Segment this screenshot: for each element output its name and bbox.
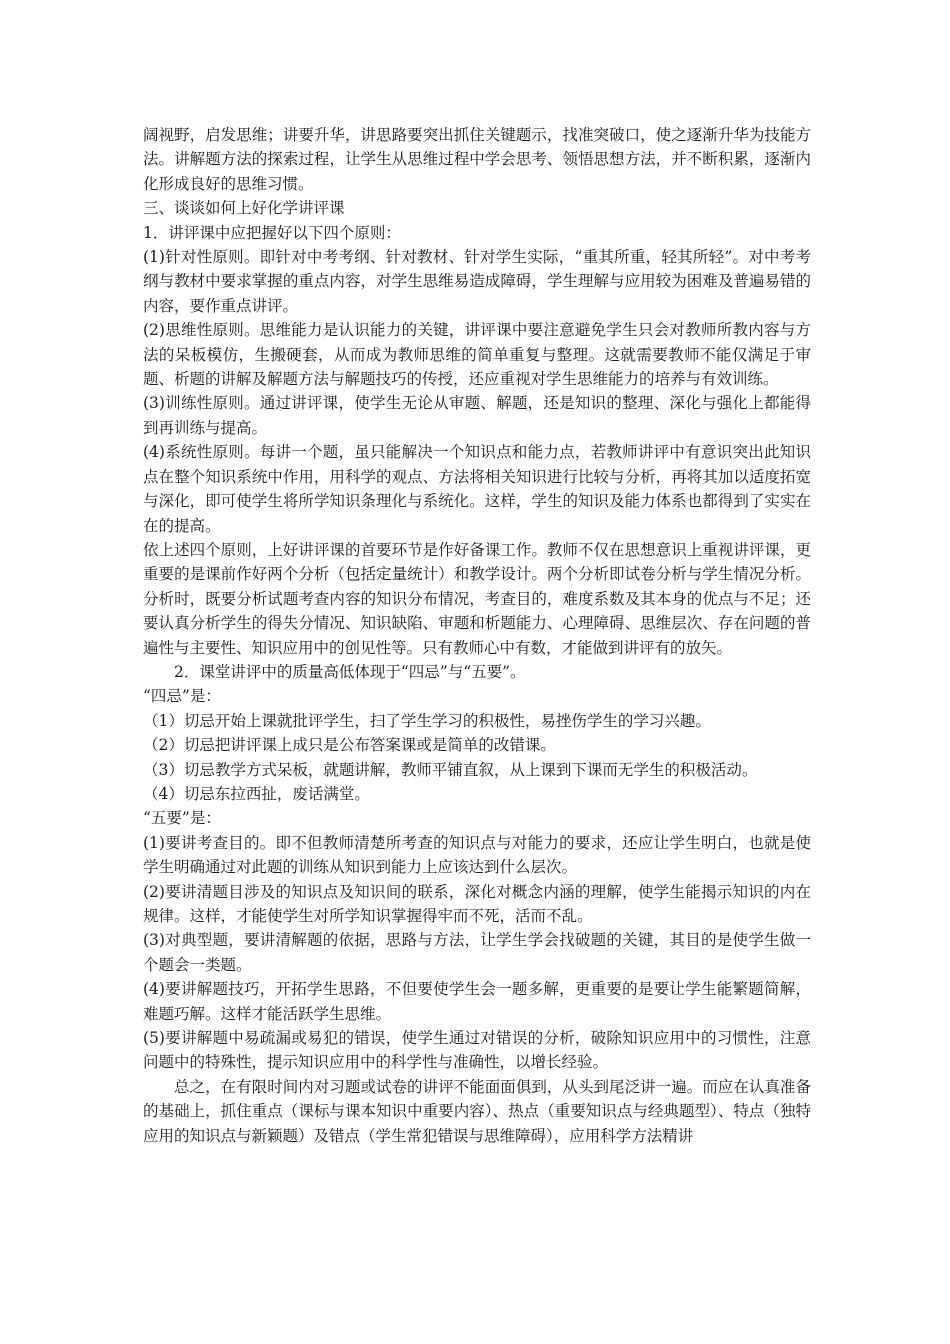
five-musts-heading: “五要”是： (143, 809, 221, 828)
must-4: (4)要讲解题技巧，开拓学生思路，不但要使学生会一题多解，更重要的是要让学生能繁题简解，难题巧解。这样才能活跃学生思维。 (143, 980, 811, 1023)
must-2: (2)要讲清题目涉及的知识点及知识间的联系，深化对概念内涵的理解，使学生能揭示知识的内在规律。这样，才能使学生对所学知识掌握得牢而不死，活而不乱。 (143, 882, 811, 925)
section-heading: 三、谈谈如何上好化学讲评课 (143, 199, 345, 218)
subheading-principles: 1．讲评课中应把握好以下四个原则： (143, 223, 401, 242)
must-1: (1)要讲考查目的。即不但教师清楚所考查的知识点与对能力的要求，还应让学生明白，也就是使学生明确通过对此题的训练从知识到能力上应该达到什么层次。 (143, 833, 811, 877)
paragraph-conclusion: 总之，在有限时间内对习题或试卷的讲评不能面面俱到，从头到尾泛讲一遍。而应在认真准备的基础上，抓住重点（课标与课本知识中重要内容）、热点（重要知识点与经典题型）、特点（独特应用的知识点与新颖题）及错点（学生常犯错误与思维障碍），应用科学方法精讲 (143, 1077, 811, 1145)
principle-4: (4)系统性原则。每讲一个题，虽只能解决一个知识点和能力点，若教师讲评中有意识突出此知识点在整个知识系统中作用，用科学的观点、方法将相关知识进行比较与分析，再将其加以适度拓宽与深化，即可使学生将所学知识条理化与系统化。这样，学生的知识及能力体系也都得到了实实在在的提高。 (143, 443, 811, 535)
document-body (143, 123, 811, 1148)
must-3: (3)对典型题，要讲清解题的依据，思路与方法，让学生学会找破题的关键，其目的是使学生做一个题会一类题。 (143, 931, 811, 974)
principle-2: (2)思维性原则。思维能力是认识能力的关键，讲评课中要注意避免学生只会对教师所教内容与方法的呆板模仿，生搬硬套，从而成为教师思维的简单重复与整理。这就需要教师不能仅满足于审题、析题的讲解及解题方法与解题技巧的传授，还应重视对学生思维能力的培养与有效训练。 (143, 321, 811, 389)
taboo-4: （4）切忌东拉西扯，废话满堂。 (143, 784, 370, 803)
subheading-quality: 2．课堂讲评中的质量高低体现于“四忌”与“五要”。 (174, 662, 526, 681)
taboo-1: （1）切忌开始上课就批评学生，扫了学生学习的积极性，易挫伤学生的学习兴趣。 (143, 711, 711, 730)
paragraph-preparation: 依上述四个原则，上好讲评课的首要环节是作好备课工作。教师不仅在思想意识上重视讲评课，更重要的是课前作好两个分析（包括定量统计）和教学设计。两个分析即试卷分析与学生情况分析。分析时，既要分析试题考查内容的知识分布情况，考查目的，难度系数及其本身的优点与不足；还要认真分析学生的得失分情况、知识缺陷、审题和析题能力、心理障碍、思维层次、存在问题的普遍性与主要性、知识应用中的创见性等。只有教师心中有数，才能做到讲评有的放矢。 (143, 540, 811, 657)
paragraph-intro: 阔视野，启发思维；讲要升华，讲思路要突出抓住关键题示，找准突破口，使之逐渐升华为技能方法。讲解题方法的探索过程，让学生从思维过程中学会思考、领悟思想方法，并不断积累，逐渐内化形成良好的思维习惯。 (143, 126, 811, 193)
principle-3: (3)训练性原则。通过讲评课，使学生无论从审题、解题，还是知识的整理、深化与强化上都能得到再训练与提高。 (143, 394, 811, 437)
taboo-3: （3）切忌教学方式呆板，就题讲解，教师平铺直叙，从上课到下课而无学生的积极活动。 (143, 760, 758, 779)
must-5: (5)要讲解题中易疏漏或易犯的错误，使学生通过对错误的分析，破除知识应用中的习惯性，注意问题中的特殊性，提示知识应用中的科学性与准确性，以增长经验。 (143, 1029, 811, 1072)
taboo-2: （2）切忌把讲评课上成只是公布答案课或是简单的改错课。 (143, 736, 556, 755)
principle-1: (1)针对性原则。即针对中考考纲、针对教材、针对学生实际，“重其所重，轻其所轻”。对中考考纲与教材中要求掌握的重点内容，对学生思维易造成障碍，学生理解与应用较为困难及普遍易错的内容，要作重点讲评。 (143, 248, 811, 315)
four-taboos-heading: “四忌”是： (143, 687, 221, 706)
